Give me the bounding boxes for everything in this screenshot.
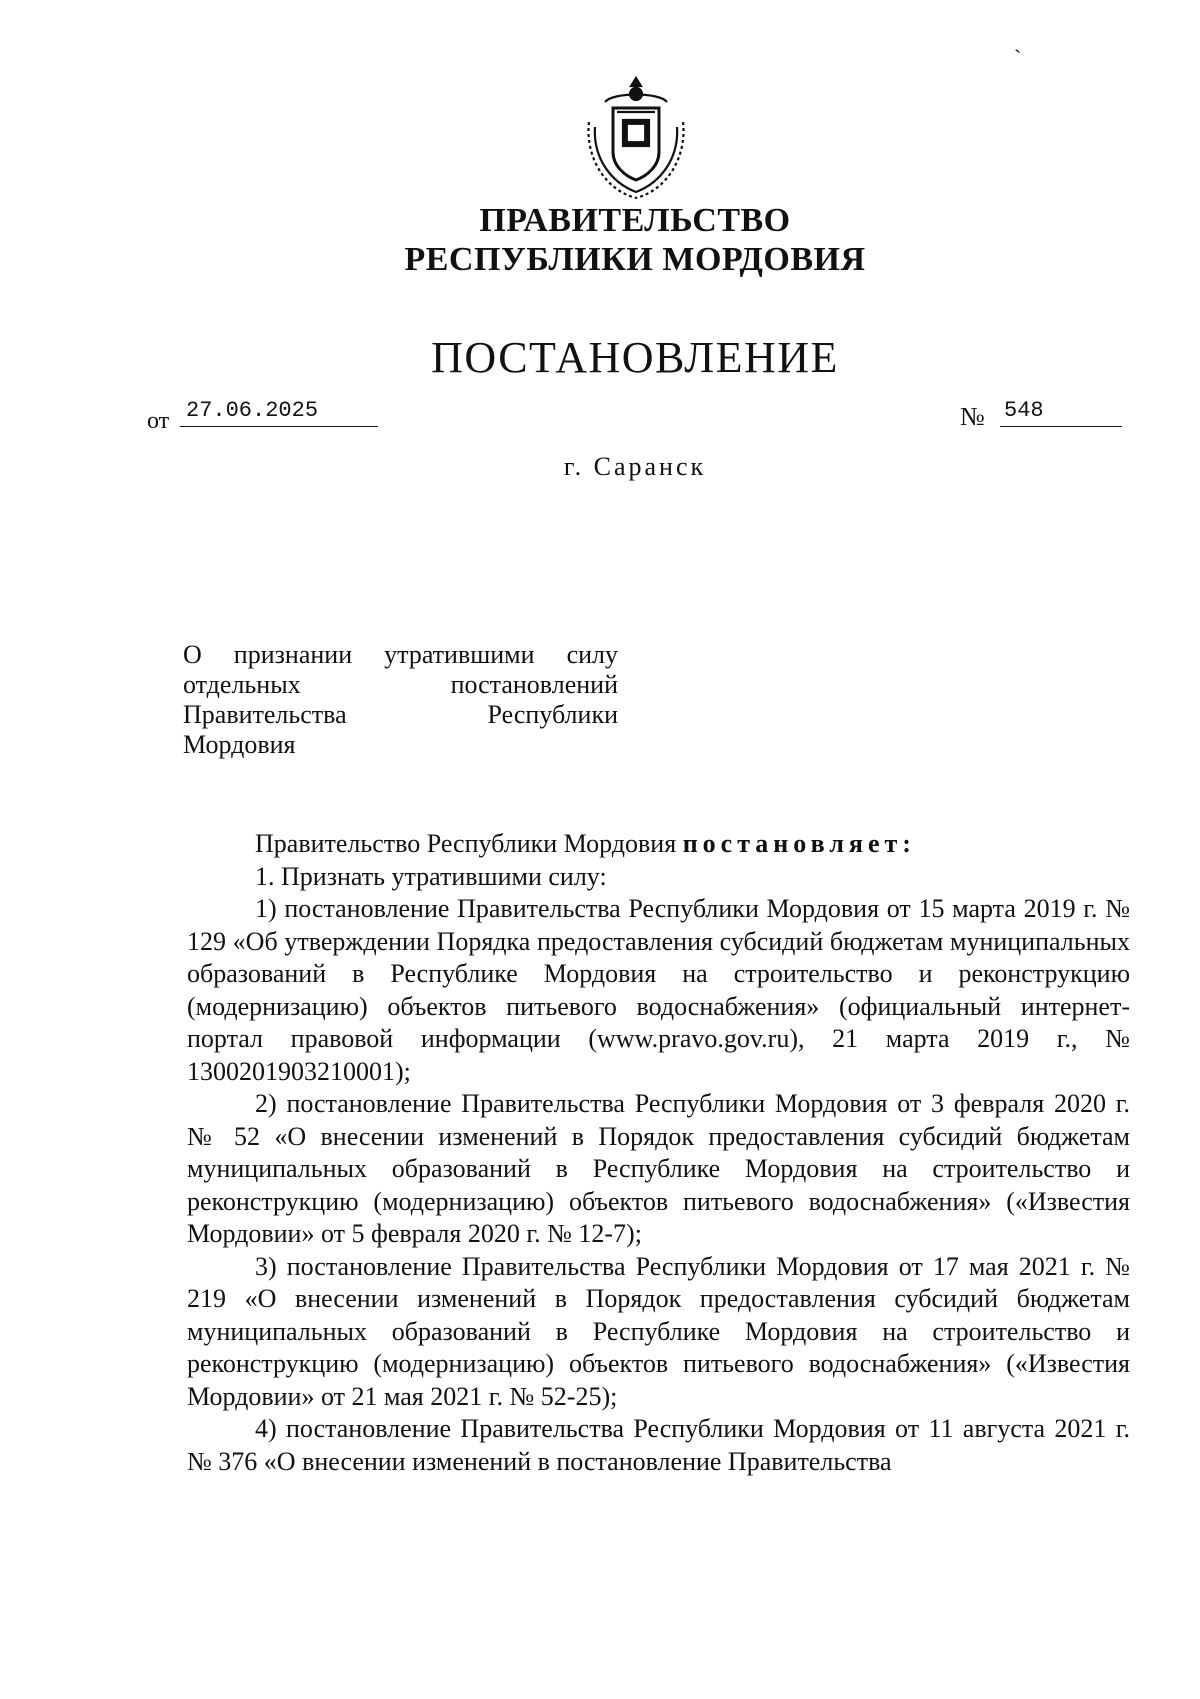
number-label: № — [960, 402, 985, 431]
pen-mark: ˏ — [1014, 28, 1022, 53]
city: г. Саранск — [563, 452, 707, 481]
list-item-2: 2) постановление Правительства Республики Мордовия от 3 февраля 2020 г. № 52 «О внесении изменений в Порядок предоставления субсидий бюджетам муниципальных образований в Республике Мордовия на строительство и реконструкцию (модернизацию) объектов питьевого водоснабжения» («Известия Мордовии» от 5 февраля 2020 г. № 12-7); — [187, 1089, 1130, 1248]
subject-line: отдельных постановлений — [183, 670, 618, 699]
subject-line: О признании утратившими силу — [183, 640, 618, 669]
document-date: 27.06.2025 — [180, 396, 378, 427]
date-label: от — [147, 408, 170, 434]
organization-name-line1: ПРАВИТЕЛЬСТВО — [479, 202, 791, 239]
organization-name-line2: РЕСПУБЛИКИ МОРДОВИЯ — [404, 241, 866, 278]
list-item-3: 3) постановление Правительства Республики Мордовия от 17 мая 2021 г. № 219 «О внесении изменений в Порядок предоставления субсидий бюджетам муниципальных образований в Республике Мордовия на строительство и реконструкцию (модернизацию) объектов питьевого водоснабжения» («Известия Мордовии» от 21 мая 2021 г. № 52-25); — [187, 1251, 1130, 1411]
decree-verb: постановляет: — [682, 829, 916, 858]
document-number: 548 — [1000, 396, 1122, 427]
list-item-4: 4) постановление Правительства Республики Мордовия от 11 августа 2021 г. № 376 «О внесении изменений в постановление Правительства — [187, 1414, 1130, 1476]
document-body — [187, 828, 1130, 1478]
coat-of-arms-icon — [575, 72, 697, 202]
document-subject — [183, 640, 618, 760]
decree-intro — [187, 828, 1130, 861]
subject-line: Мордовия — [183, 730, 296, 759]
list-item-1: 1) постановление Правительства Республики Мордовия от 15 марта 2019 г. № 129 «Об утверждении Порядка предоставления субсидий бюджетам муниципальных образований в Республике Мордовия на строительство и реконструкцию (модернизацию) объектов питьевого водоснабжения» (официальный интернет-портал правовой информации (www.pravo.gov.ru), 21 марта 2019 г., № 1300201903210001); — [187, 894, 1130, 1086]
subject-line: Правительства Республики — [183, 700, 618, 729]
document-type: ПОСТАНОВЛЕНИЕ — [431, 333, 839, 382]
decree-intro-text: Правительство Республики Мордовия — [255, 829, 677, 858]
paragraph-1: 1. Признать утратившими силу: — [255, 861, 607, 891]
